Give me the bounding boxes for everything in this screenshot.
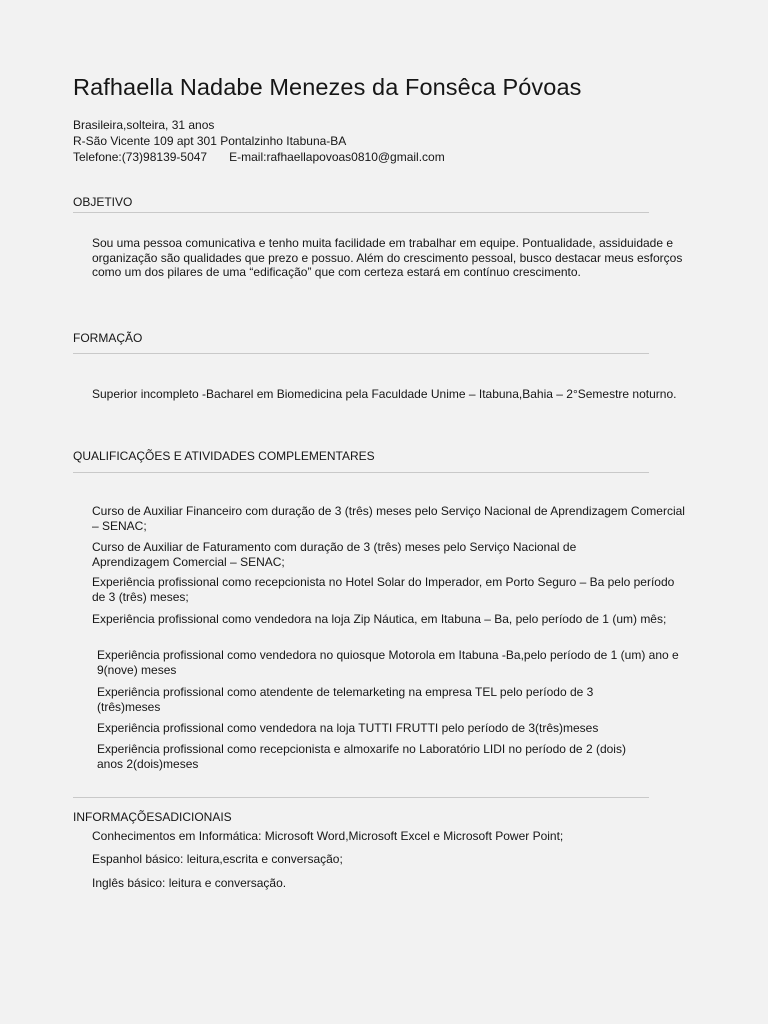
personal-info: Brasileira,solteira, 31 anos bbox=[73, 118, 215, 132]
email: E-mail:rafhaellapovoas0810@gmail.com bbox=[229, 150, 445, 164]
list-item: Espanhol básico: leitura,escrita e conversação; bbox=[92, 852, 343, 866]
section-title-objetivo: OBJETIVO bbox=[73, 195, 133, 209]
section-divider bbox=[73, 353, 649, 354]
phone: Telefone:(73)98139-5047 bbox=[73, 150, 208, 164]
objetivo-text: Sou uma pessoa comunicativa e tenho muita facilidade em trabalhar em equipe. Pontualidade, assiduidade e organização são qualidades que prezo e possuo. Além do crescimento pessoal, busco destacar meus esforços como um dos pilares de uma “edificação” que com certeza estará em contínuo crescimento. bbox=[92, 236, 683, 279]
contact-block bbox=[73, 117, 445, 165]
formacao-text: Superior incompleto -Bacharel em Biomedicina pela Faculdade Unime – Itabuna,Bahia – 2°Semestre noturno. bbox=[92, 387, 677, 401]
phone-email-line bbox=[73, 149, 445, 165]
section-title-informacoes: INFORMAÇÕESADICIONAIS bbox=[73, 810, 232, 824]
list-item: Experiência profissional como vendedora no quiosque Motorola em Itabuna -Ba,pelo período de 1 (um) ano e 9(nove) meses bbox=[97, 648, 679, 677]
section-title-qualificacoes: QUALIFICAÇÕES E ATIVIDADES COMPLEMENTARES bbox=[73, 449, 375, 463]
section-divider bbox=[73, 212, 649, 213]
list-item: Experiência profissional como recepcionista no Hotel Solar do Imperador, em Porto Seguro – Ba pelo período de 3 (três) meses; bbox=[92, 575, 675, 604]
list-item: Curso de Auxiliar Financeiro com duração de 3 (três) meses pelo Serviço Nacional de Aprendizagem Comercial – SENAC; bbox=[92, 504, 685, 533]
candidate-name: Rafhaella Nadabe Menezes da Fonsêca Póvoas bbox=[73, 74, 582, 100]
list-item: Curso de Auxiliar de Faturamento com duração de 3 (três) meses pelo Serviço Nacional de Aprendizagem Comercial – SENAC; bbox=[92, 540, 577, 569]
list-item: Experiência profissional como recepcionista e almoxarife no Laboratório LIDI no período de 2 (dois) anos 2(dois)meses bbox=[97, 742, 626, 771]
section-title-formacao: FORMAÇÃO bbox=[73, 331, 143, 345]
section-divider bbox=[73, 472, 649, 473]
list-item: Conhecimentos em Informática: Microsoft Word,Microsoft Excel e Microsoft Power Point; bbox=[92, 829, 564, 843]
list-item: Experiência profissional como vendedora na loja TUTTI FRUTTI pelo período de 3(três)meses bbox=[97, 721, 599, 735]
list-item: Experiência profissional como vendedora na loja Zip Náutica, em Itabuna – Ba, pelo período de 1 (um) mês; bbox=[92, 612, 667, 626]
section-divider bbox=[73, 797, 649, 798]
list-item: Inglês básico: leitura e conversação. bbox=[92, 876, 287, 890]
address: R-São Vicente 109 apt 301 Pontalzinho Itabuna-BA bbox=[73, 134, 347, 148]
list-item: Experiência profissional como atendente de telemarketing na empresa TEL pelo período de 3 (três)meses bbox=[97, 685, 594, 714]
